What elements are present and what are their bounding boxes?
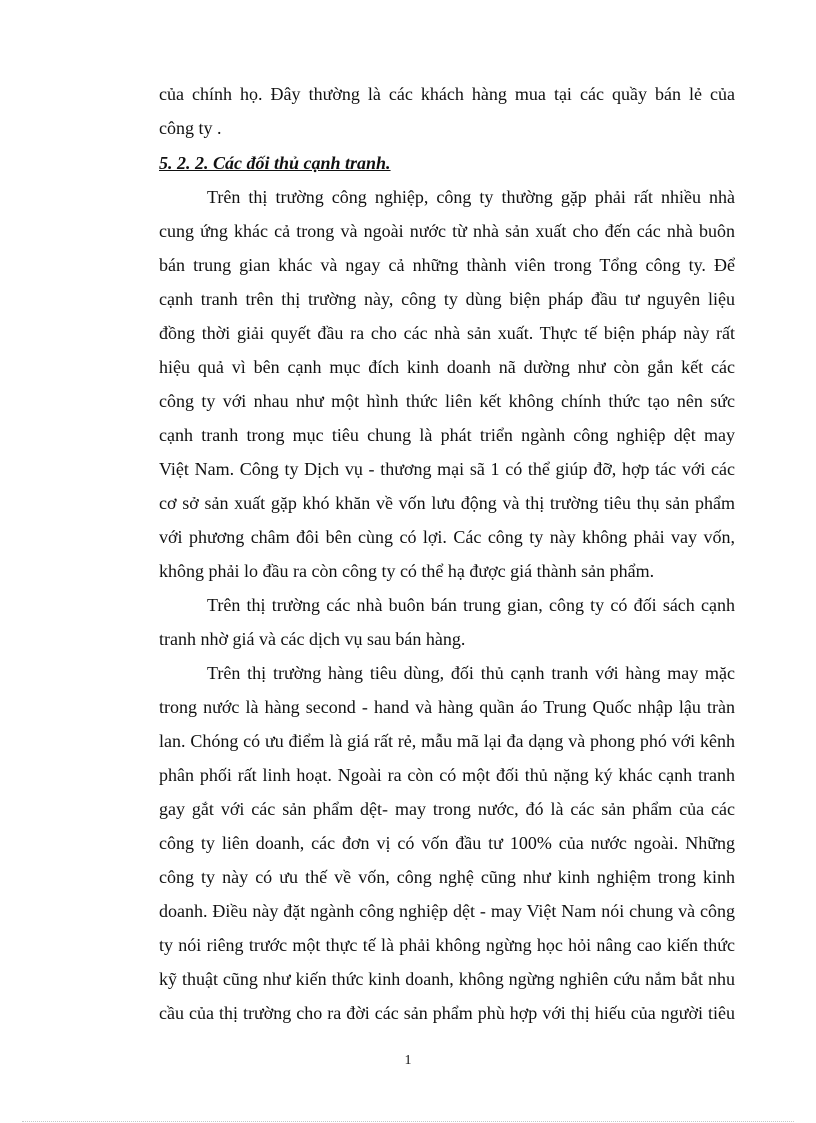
body-text-line: đồng thời giải quyết đầu ra cho các nhà sản xuất. Thực tế biện pháp này rất (159, 323, 735, 343)
body-text-line: công ty . (159, 118, 222, 138)
body-text-line: Trên thị trường hàng tiêu dùng, đối thủ cạnh tranh với hàng may mặc (207, 663, 735, 683)
body-text-line: của chính họ. Đây thường là các khách hàng mua tại các quầy bán lẻ của (159, 84, 735, 104)
page-bottom-divider (22, 1121, 794, 1122)
body-text-line: Trên thị trường các nhà buôn bán trung gian, công ty có đối sách cạnh (207, 595, 735, 615)
section-heading: 5. 2. 2. Các đối thủ cạnh tranh. (159, 153, 391, 173)
body-text-line: công ty với nhau như một hình thức liên kết không chính thức tạo nên sức (159, 391, 735, 411)
body-text-line: kỹ thuật cũng như kiến thức kinh doanh, không ngừng nghiên cứu nắm bắt nhu (159, 969, 735, 989)
body-text-line: phân phối rất linh hoạt. Ngoài ra còn có một đối thủ nặng ký khác cạnh tranh (159, 765, 735, 785)
body-text-line: trong nước là hàng second - hand và hàng quần áo Trung Quốc nhập lậu tràn (159, 697, 735, 717)
body-text-line: cạnh tranh trong mục tiêu chung là phát triển ngành công nghiệp dệt may (159, 425, 735, 445)
body-text-line: Trên thị trường công nghiệp, công ty thường gặp phải rất nhiều nhà (207, 187, 735, 207)
body-text-line: hiệu quả vì bên cạnh mục đích kinh doanh nã dường như còn gắn kết các (159, 357, 735, 377)
body-text-line: công ty liên doanh, các đơn vị có vốn đầu tư 100% của nước ngoài. Những (159, 833, 735, 853)
body-text-line: Việt Nam. Công ty Dịch vụ - thương mại sã 1 có thể giúp đỡ, hợp tác với các (159, 459, 735, 479)
body-text-line: công ty này có ưu thế về vốn, công nghệ cũng như kinh nghiệm trong kinh (159, 867, 735, 887)
body-text-line: doanh. Điều này đặt ngành công nghiệp dệt - may Việt Nam nói chung và công (159, 901, 735, 921)
body-text-line: không phải lo đầu ra còn công ty có thể hạ được giá thành sản phẩm. (159, 561, 655, 581)
body-text-line: cung ứng khác cả trong và ngoài nước từ nhà sản xuất cho đến các nhà buôn (159, 221, 735, 241)
body-text-line: ty nói riêng trước một thực tế là phải không ngừng học hỏi nâng cao kiến thức (159, 935, 735, 955)
body-text-line: lan. Chóng có ưu điểm là giá rất rẻ, mẫu mã lại đa dạng và phong phó với kênh (159, 731, 735, 751)
body-text-line: cơ sở sản xuất gặp khó khăn về vốn lưu động và thị trường tiêu thụ sản phẩm (159, 493, 735, 513)
page-number: 1 (404, 1053, 412, 1068)
body-text-line: cầu của thị trường cho ra đời các sản phẩm phù hợp với thị hiếu của người tiêu (159, 1003, 735, 1023)
body-text-line: tranh nhờ giá và các dịch vụ sau bán hàng. (159, 629, 466, 649)
body-text-line: với phương châm đôi bên cùng có lợi. Các công ty này không phải vay vốn, (159, 527, 735, 547)
body-text-line: bán trung gian khác và ngay cả những thành viên trong Tổng công ty. Để (159, 255, 735, 275)
body-text-line: cạnh tranh trên thị trường này, công ty dùng biện pháp đầu tư nguyên liệu (159, 289, 735, 309)
body-text-line: gay gắt với các sản phẩm dệt- may trong nước, đó là các sản phẩm của các (159, 799, 735, 819)
